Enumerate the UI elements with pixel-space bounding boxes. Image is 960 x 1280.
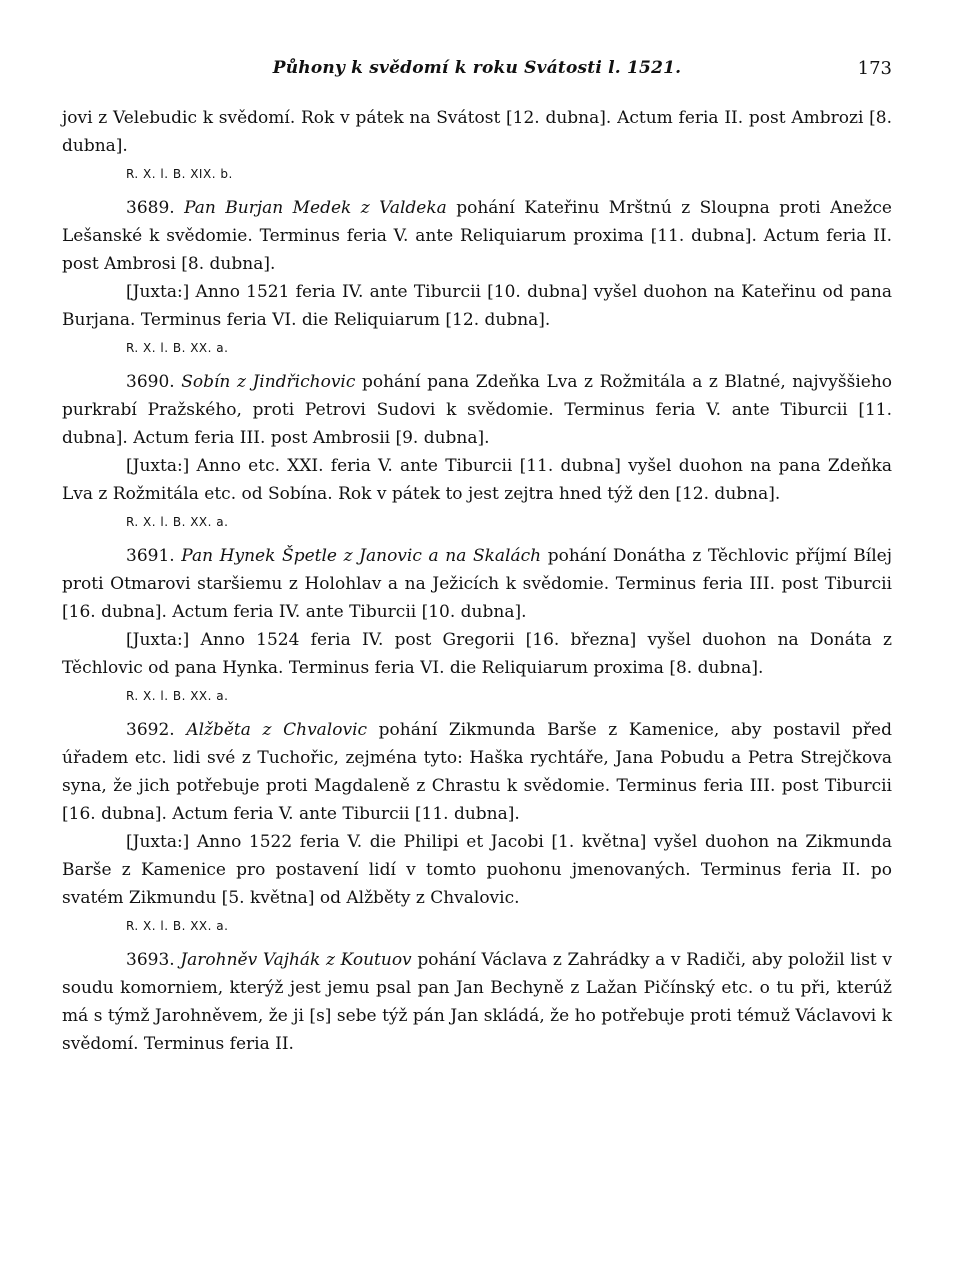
entry-3693 [62, 946, 892, 1058]
entry-number: 3691. [126, 546, 175, 566]
entry-parties: Pan Burjan Medek z Valdeka [184, 198, 447, 218]
document-page [62, 58, 892, 1058]
entry-juxta: [Juxta:] Anno etc. XXI. feria V. ante Tiburcii [11. dubna] vyšel duohon na pana Zdeňka Lva z Rožmitála etc. od Sobína. Rok v pátek to jest zejtra hned týž den [12. dubna]. [62, 456, 892, 504]
entry-parties: Pan Hynek Špetle z Janovic a na Skalách [181, 546, 542, 566]
entry-text: pohání Zikmunda Barše z Kamenice, aby postavil před úřadem etc. lidi své z Tuchořic, zejména tyto: Haška rychtáře, Jana Pobudu a Petra Strejčkova syna, že jich potřebuje proti Magdaleně z Chrastu k svědomie. Terminus feria III. post Tiburcii [16. dubna]. Actum feria V. ante Tiburcii [11. dubna]. [62, 720, 892, 824]
entry-number: 3693. [126, 950, 175, 970]
entry-number: 3692. [126, 720, 175, 740]
entry-reference: R. X. l. B. XX. a. [126, 689, 229, 703]
entry-3690 [62, 368, 892, 452]
page-header [62, 58, 892, 92]
page-number: 173 [857, 58, 892, 79]
entry-continuation-text: jovi z Velebudic k svědomí. Rok v pátek na Svátost [12. dubna]. Actum feria II. post Ambrozi [8. dubna]. [62, 108, 892, 156]
entry-text: pohání Donátha z Těchlovic příjmí Bílej proti Otmarovi staršiemu z Holohlav a na Ježicích k svědomie. Terminus feria III. post Tiburcii [16. dubna]. Actum feria IV. ante Tiburcii [10. dubna]. [62, 546, 892, 622]
entry-3691 [62, 542, 892, 626]
entry-parties: Alžběta z Chvalovic [186, 720, 368, 740]
entry-reference: R. X. l. B. XX. a. [126, 341, 229, 355]
body-text [62, 104, 892, 1058]
entry-text: pohání pana Zdeňka Lva z Rožmitála a z Blatné, najvyššieho purkrabí Pražského, proti Petrovi Sudovi k svědomie. Terminus feria V. ante Tiburcii [11. dubna]. Actum feria III. post Ambrosii [9. dubna]. [62, 372, 892, 448]
entry-text: pohání Václava z Zahrádky a v Radiči, aby položil list v soudu komorniem, kterýž jest jemu psal pan Jan Bechyně z Lažan Pičínský etc. o tu při, kterúž má s týmž Jarohněvem, že ji [s] sebe týž pán Jan skládá, že ho potřebuje proti témuž Václavovi k svědomí. Terminus feria II. [62, 950, 892, 1054]
entry-juxta: [Juxta:] Anno 1521 feria IV. ante Tiburcii [10. dubna] vyšel duohon na Kateřinu od pana Burjana. Terminus feria VI. die Reliquiarum [12. dubna]. [62, 282, 892, 330]
entry-text: pohání Kateřinu Mrštnú z Sloupna proti Anežce Lešanské k svědomie. Terminus feria V. ante Reliquiarum proxima [11. dubna]. Actum feria II. post Ambrosi [8. dubna]. [62, 198, 892, 274]
entry-juxta: [Juxta:] Anno 1522 feria V. die Philipi et Jacobi [1. května] vyšel duohon na Zikmunda Barše z Kamenice pro postavení lidí v tomto puohonu jmenovaných. Terminus feria II. po svatém Zikmundu [5. května] od Alžběty z Chvalovic. [62, 832, 892, 908]
entry-parties: Jarohněv Vajhák z Koutuov [180, 950, 412, 970]
entry-number: 3690. [126, 372, 175, 392]
entry-juxta: [Juxta:] Anno 1524 feria IV. post Gregorii [16. března] vyšel duohon na Donáta z Těchlovic od pana Hynka. Terminus feria VI. die Reliquiarum proxima [8. dubna]. [62, 630, 892, 678]
entry-reference: R. X. l. B. XIX. b. [126, 167, 233, 181]
entry-3689 [62, 194, 892, 278]
entry-parties: Sobín z Jindřichovic [181, 372, 356, 392]
entry-reference: R. X. l. B. XX. a. [126, 515, 229, 529]
entry-3692 [62, 716, 892, 828]
entry-number: 3689. [126, 198, 175, 218]
running-title: Půhony k svědomí k roku Svátosti l. 1521. [272, 58, 682, 78]
entry-reference: R. X. l. B. XX. a. [126, 919, 229, 933]
